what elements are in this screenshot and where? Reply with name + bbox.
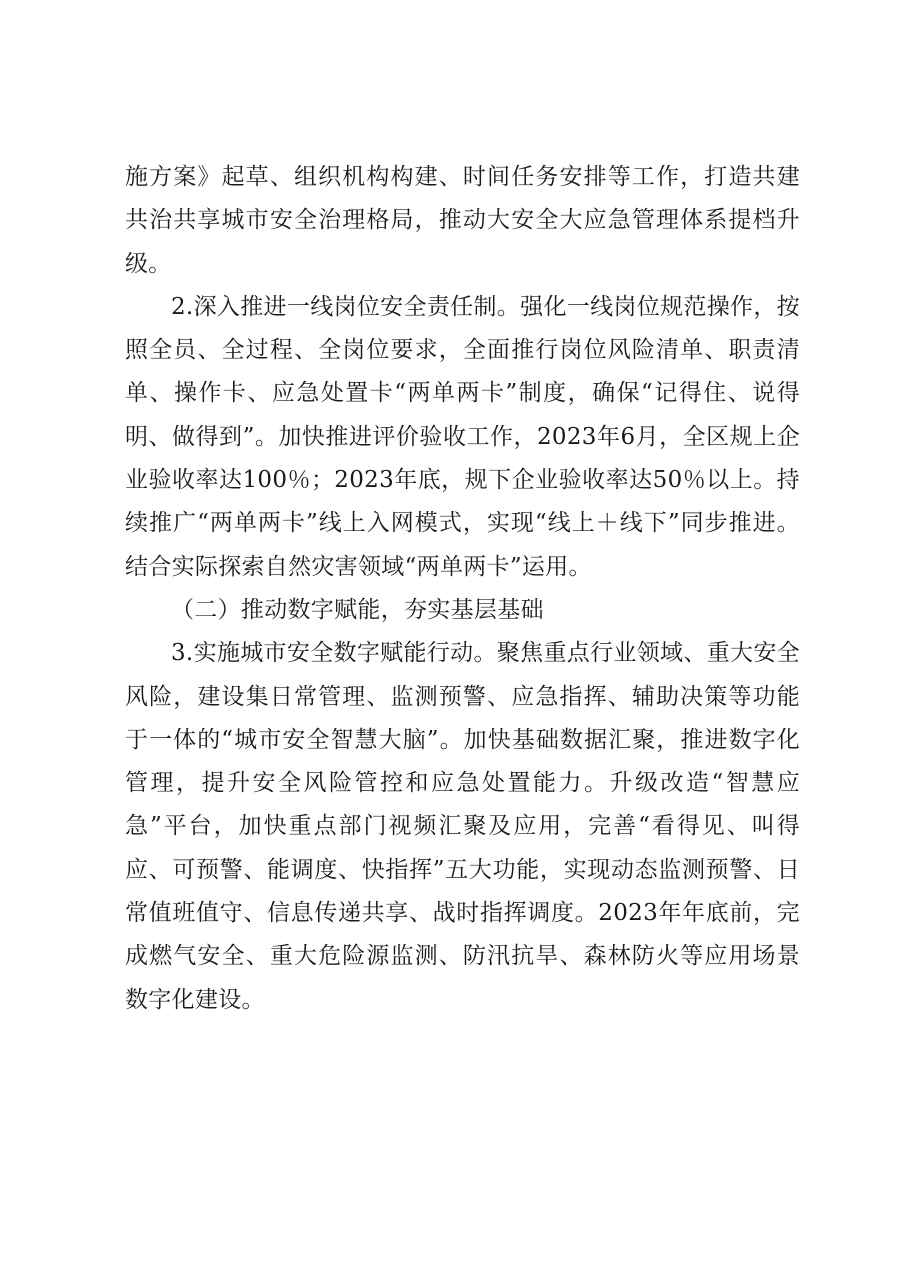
paragraph-item-2: 2.深入推进一线岗位安全责任制。强化一线岗位规范操作，按照全员、全过程、全岗位要求，全面推行岗位风险清单、职责清单、操作卡、应急处置卡“两单两卡”制度，确保“记得住、说得明、做得到”。加快推进评价验收工作，2023年6月，全区规上企业验收率达100％；2023年底，规下企业验收率达50％以上。持续推广“两单两卡”线上入网模式，实现“线上＋线下”同步推进。结合实际探索自然灾害领域“两单两卡”运用。 <box>125 293 800 580</box>
section-heading-2: （二）推动数字赋能，夯实基层基础 <box>171 596 544 623</box>
paragraph-continuation: 施方案》起草、组织机构构建、时间任务安排等工作，打造共建共治共享城市安全治理格局，推动大安全大应急管理体系提档升级。 <box>125 164 800 277</box>
paragraph-item-3: 3.实施城市安全数字赋能行动。聚焦重点行业领域、重大安全风险，建设集日常管理、监测预警、应急指挥、辅助决策等功能于一体的“城市安全智慧大脑”。加快基础数据汇聚，推进数字化管理，提升安全风险管控和应急处置能力。升级改造“智慧应急”平台，加快重点部门视频汇聚及应用，完善“看得见、叫得应、可预警、能调度、快指挥”五大功能，实现动态监测预警、日常值班值守、信息传递共享、战时指挥调度。2023年年底前，完成燃气安全、重大危险源监测、防汛抗旱、森林防火等应用场景数字化建设。 <box>125 640 800 1013</box>
document-body <box>125 156 800 1022</box>
